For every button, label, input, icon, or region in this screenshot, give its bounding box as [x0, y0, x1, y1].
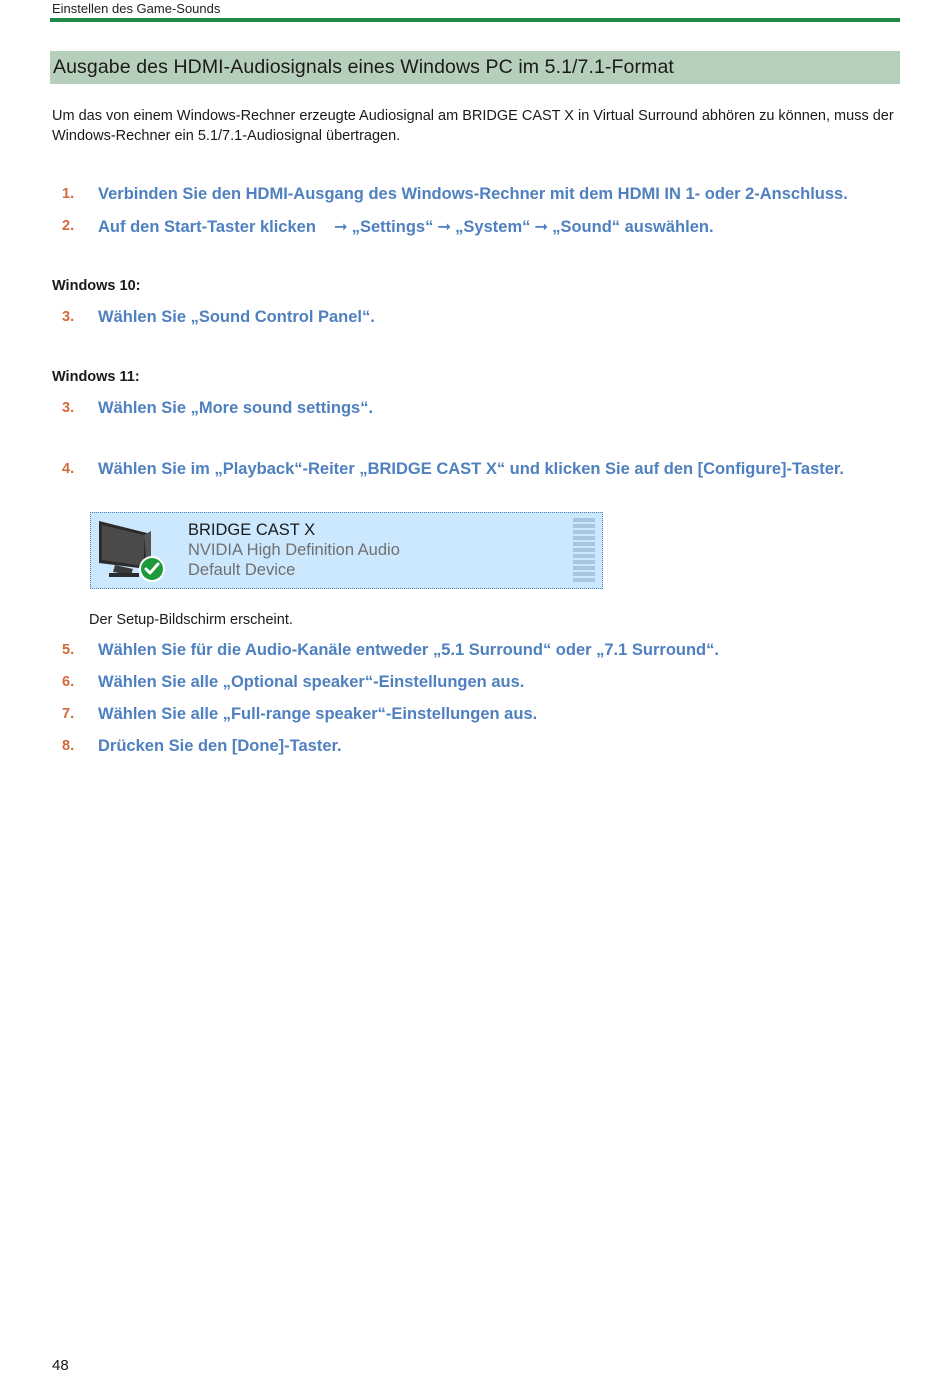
step-text: Wählen Sie für die Audio-Kanäle entweder „5.1 Surround“ oder „7.1 Surround“. [98, 641, 719, 659]
step-number: 3. [62, 309, 75, 325]
arrow-icon: ➞ [534, 218, 549, 236]
step-text: Wählen Sie „More sound settings“. [98, 399, 374, 417]
arrow-icon: ➞ [437, 218, 452, 236]
step-text: Wählen Sie im „Playback“-Reiter „BRIDGE CAST X“ und klicken Sie auf den [Configure]-Taster. [98, 460, 845, 478]
step-text: Drücken Sie den [Done]-Taster. [98, 737, 342, 755]
step-text: Wählen Sie alle „Optional speaker“-Einstellungen aus. [98, 673, 525, 691]
step-number: 4. [62, 461, 75, 477]
intro-paragraph: Um das von einem Windows-Rechner erzeugte Audiosignal am BRIDGE CAST X in Virtual Surround abhören zu können, muss der Windows-Rechner ein 5.1/7.1-Audiosignal übertragen. [52, 108, 894, 144]
playback-device-item[interactable] [90, 512, 603, 589]
device-status: Default Device [188, 561, 296, 579]
header-rule [50, 18, 900, 22]
device-driver: NVIDIA High Definition Audio [188, 541, 400, 559]
step-text: Wählen Sie „Sound Control Panel“. [98, 308, 375, 326]
step-number: 2. [62, 218, 75, 234]
windows11-label: Windows 11: [52, 369, 140, 385]
device-name: BRIDGE CAST X [188, 521, 316, 539]
step-text: Verbinden Sie den HDMI-Ausgang des Windows-Rechner mit dem HDMI IN 1- oder 2-Anschluss. [98, 185, 848, 203]
setup-screen-note: Der Setup-Bildschirm erscheint. [89, 612, 293, 628]
section-title-band [50, 51, 900, 84]
windows10-label: Windows 10: [52, 278, 141, 294]
step-2-part-system: „System“ [455, 218, 531, 236]
step-number: 3. [62, 400, 75, 416]
step-number: 8. [62, 738, 75, 754]
step-number: 1. [62, 186, 75, 202]
step-2-part-sound: „Sound“ auswählen. [552, 218, 714, 236]
step-number: 7. [62, 706, 75, 722]
volume-meter-icon [573, 518, 595, 582]
page-number: 48 [52, 1357, 69, 1374]
monitor-speaker-icon [97, 517, 167, 583]
arrow-icon: ➞ [333, 218, 348, 236]
step-number: 5. [62, 642, 75, 658]
section-title: Ausgabe des HDMI-Audiosignals eines Windows PC im 5.1/7.1-Format [53, 56, 674, 78]
running-header: Einstellen des Game-Sounds [52, 1, 221, 16]
step-text: Wählen Sie alle „Full-range speaker“-Einstellungen aus. [98, 705, 538, 723]
green-check-icon [139, 556, 165, 582]
step-number: 6. [62, 674, 75, 690]
step-2-part-start: Auf den Start-Taster klicken [98, 218, 316, 236]
step-2-part-settings: „Settings“ [351, 218, 434, 236]
step-text [98, 217, 714, 237]
